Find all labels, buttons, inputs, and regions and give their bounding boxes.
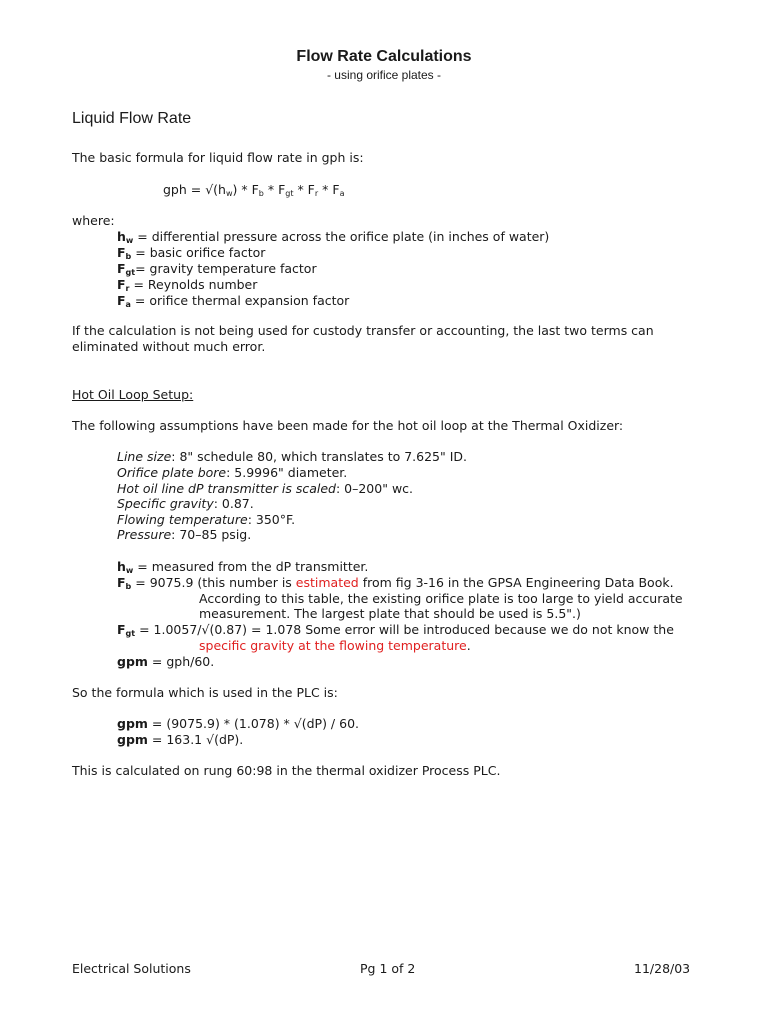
footer-date: 11/28/03 (634, 961, 691, 976)
section-heading: Liquid Flow Rate (72, 110, 192, 127)
value-fb-line3: measurement. The largest plate that should be used is 5.5".) (199, 606, 581, 621)
value-gpm: gpm = gph/60. (117, 654, 215, 669)
page-title: Flow Rate Calculations (296, 48, 472, 65)
value-fgt-line2: specific gravity at the flowing temperature. (199, 638, 471, 653)
custody-note-line1: If the calculation is not being used for custody transfer or accounting, the last two terms can (72, 323, 654, 338)
value-fgt: $F_{gt} = 1.0057/√(0.87) = 1.078$ Some error will be introduced because we do not know the (117, 622, 674, 638)
estimated-highlight: estimated (295, 575, 359, 590)
definition-fgt: $F_{gt}=$ gravity temperature factor (117, 261, 317, 277)
assumption-orifice-bore: Orifice plate bore: 5.9996" diameter. (117, 465, 348, 480)
plc-formula-2: gpm = 163.1 √(dP). (117, 732, 244, 747)
definition-fb: $F_b$ = basic orifice factor (117, 245, 266, 261)
definition-fr: $F_r$ = Reynolds number (117, 277, 258, 293)
custody-note-line2: eliminated without much error. (72, 339, 266, 354)
rung-note: This is calculated on rung 60:98 in the thermal oxidizer Process PLC. (72, 763, 501, 778)
page-subtitle: - using orifice plates - (326, 68, 442, 82)
assumption-specific-gravity: Specific gravity: 0.87. (117, 496, 254, 511)
value-fb-line2: According to this table, the existing orifice plate is too large to yield accurate (199, 591, 683, 606)
definition-fa: $F_a$ = orifice thermal expansion factor (117, 293, 350, 309)
assumption-pressure: Pressure: 70–85 psig. (117, 527, 252, 542)
specific-gravity-highlight: specific gravity at the flowing temperature (199, 638, 467, 653)
footer-page-number: Pg 1 of 2 (360, 961, 416, 976)
assumption-transmitter-scale: Hot oil line dP transmitter is scaled: 0–200" wc. (117, 481, 414, 496)
definition-hw: $h_w$ = differential pressure across the orifice plate (in inches of water) (117, 229, 550, 245)
value-hw: $h_w$ = measured from the dP transmitter. (117, 559, 369, 575)
assumption-line-size: Line size: 8" schedule 80, which translates to 7.625" ID. (117, 449, 468, 464)
plc-formula-1: gpm = (9075.9) * (1.078) * √(dP) / 60. (117, 716, 359, 731)
intro-text: The basic formula for liquid flow rate in gph is: (72, 150, 364, 165)
assumptions-intro: The following assumptions have been made for the hot oil loop at the Thermal Oxidizer: (72, 418, 624, 433)
assumption-flowing-temperature: Flowing temperature: 350°F. (117, 512, 296, 527)
gph-formula: gph = $√(h_w) * F_b * F_{gt} * F_r * F_a$ (163, 182, 345, 198)
where-label: where: (72, 213, 115, 228)
footer-company: Electrical Solutions (72, 961, 191, 976)
setup-heading: Hot Oil Loop Setup: (72, 387, 194, 402)
plc-intro: So the formula which is used in the PLC is: (72, 685, 338, 700)
value-fb: $F_b = 9075.9$ (this number is estimated from fig 3-16 in the GPSA Engineering Data Book. (117, 575, 674, 591)
